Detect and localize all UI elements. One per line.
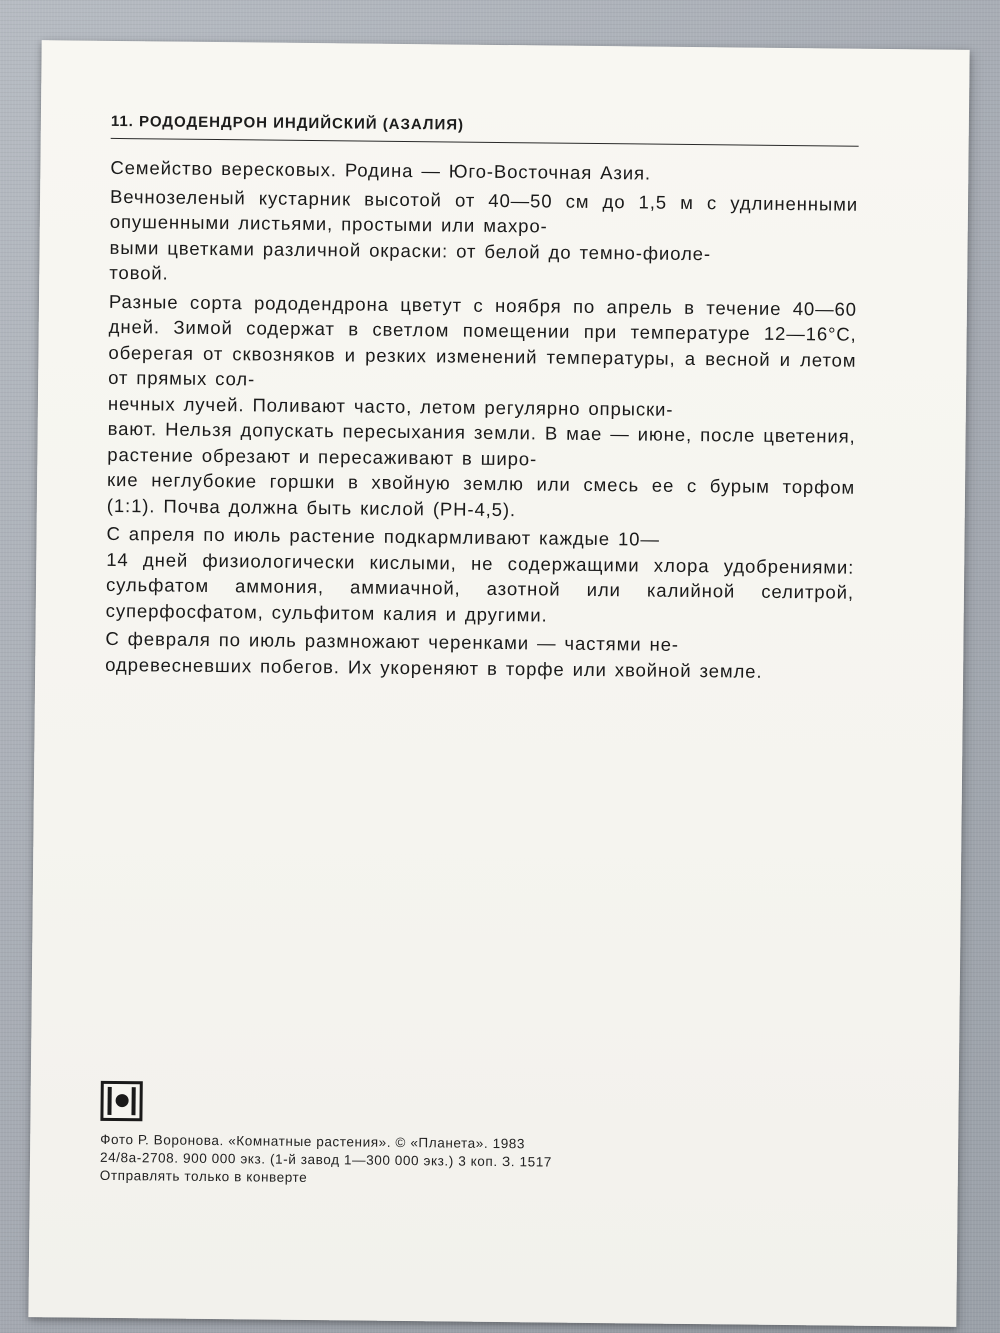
postcard-back [28, 40, 969, 1327]
paragraph-description: Вечнозеленый кустарник высотой от 40—50 см до 1,5 м с удлиненными опушенными листьями, простыми или махро- выми цветками различной окраски: от белой до темно-фиоле- товой. [109, 185, 859, 284]
paragraph-family: Семейство вересковых. Родина — Юго-Восточная Азия. [110, 156, 652, 184]
description-text [105, 155, 858, 685]
imprint-line-mailing-note: Отправлять только в конверте [99, 1167, 308, 1186]
imprint-line-print-run: 24/8а-2708. 900 000 экз. (1-й завод 1—300 000 экз.) 3 коп. З. 1517 [99, 1149, 553, 1170]
paragraph-care: Разные сорта рододендрона цветут с ноября по апрель в течение 40—60 дней. Зимой содержат в светлом помещении при температуре 12—16°С, оберегая от сквозняков и резких изменений температуры, а весной и летом от прямых сол- нечных лучей. Поливают часто, летом регулярно опрыски- вают. Нельзя допускать пересыхания земли. В мае — июне, после цветения, растение обрезают и пересаживают в широ- кие неглубокие горшки в хвойную землю или смесь ее с бурым торфом (1:1). Почва должна быть кислой (РН-4,5). [106, 290, 858, 520]
paragraph-feeding: С апреля по июль растение подкармливают каждые 10— 14 дней физиологически кислыми, не содержащими хлора удобрениями: сульфатом аммония, аммиачной, азотной или калийной селитрой, суперфосфатом, сульфитом калия и другими. [105, 522, 855, 626]
card-content [105, 113, 859, 688]
imprint-line-credits: Фото Р. Воронова. «Комнатные растения». © «Планета». 1983 [100, 1131, 526, 1152]
paragraph-propagation: С февраля по июль размножают черенками — частями не- одревесневших побегов. Их укореняют в торфе или хвойной земле. [105, 627, 763, 682]
card-footer [100, 1081, 741, 1192]
card-heading: 11. РОДОДЕНДРОН ИНДИЙСКИЙ (АЗАЛИЯ) [111, 113, 859, 147]
planeta-logo-icon [100, 1081, 142, 1121]
